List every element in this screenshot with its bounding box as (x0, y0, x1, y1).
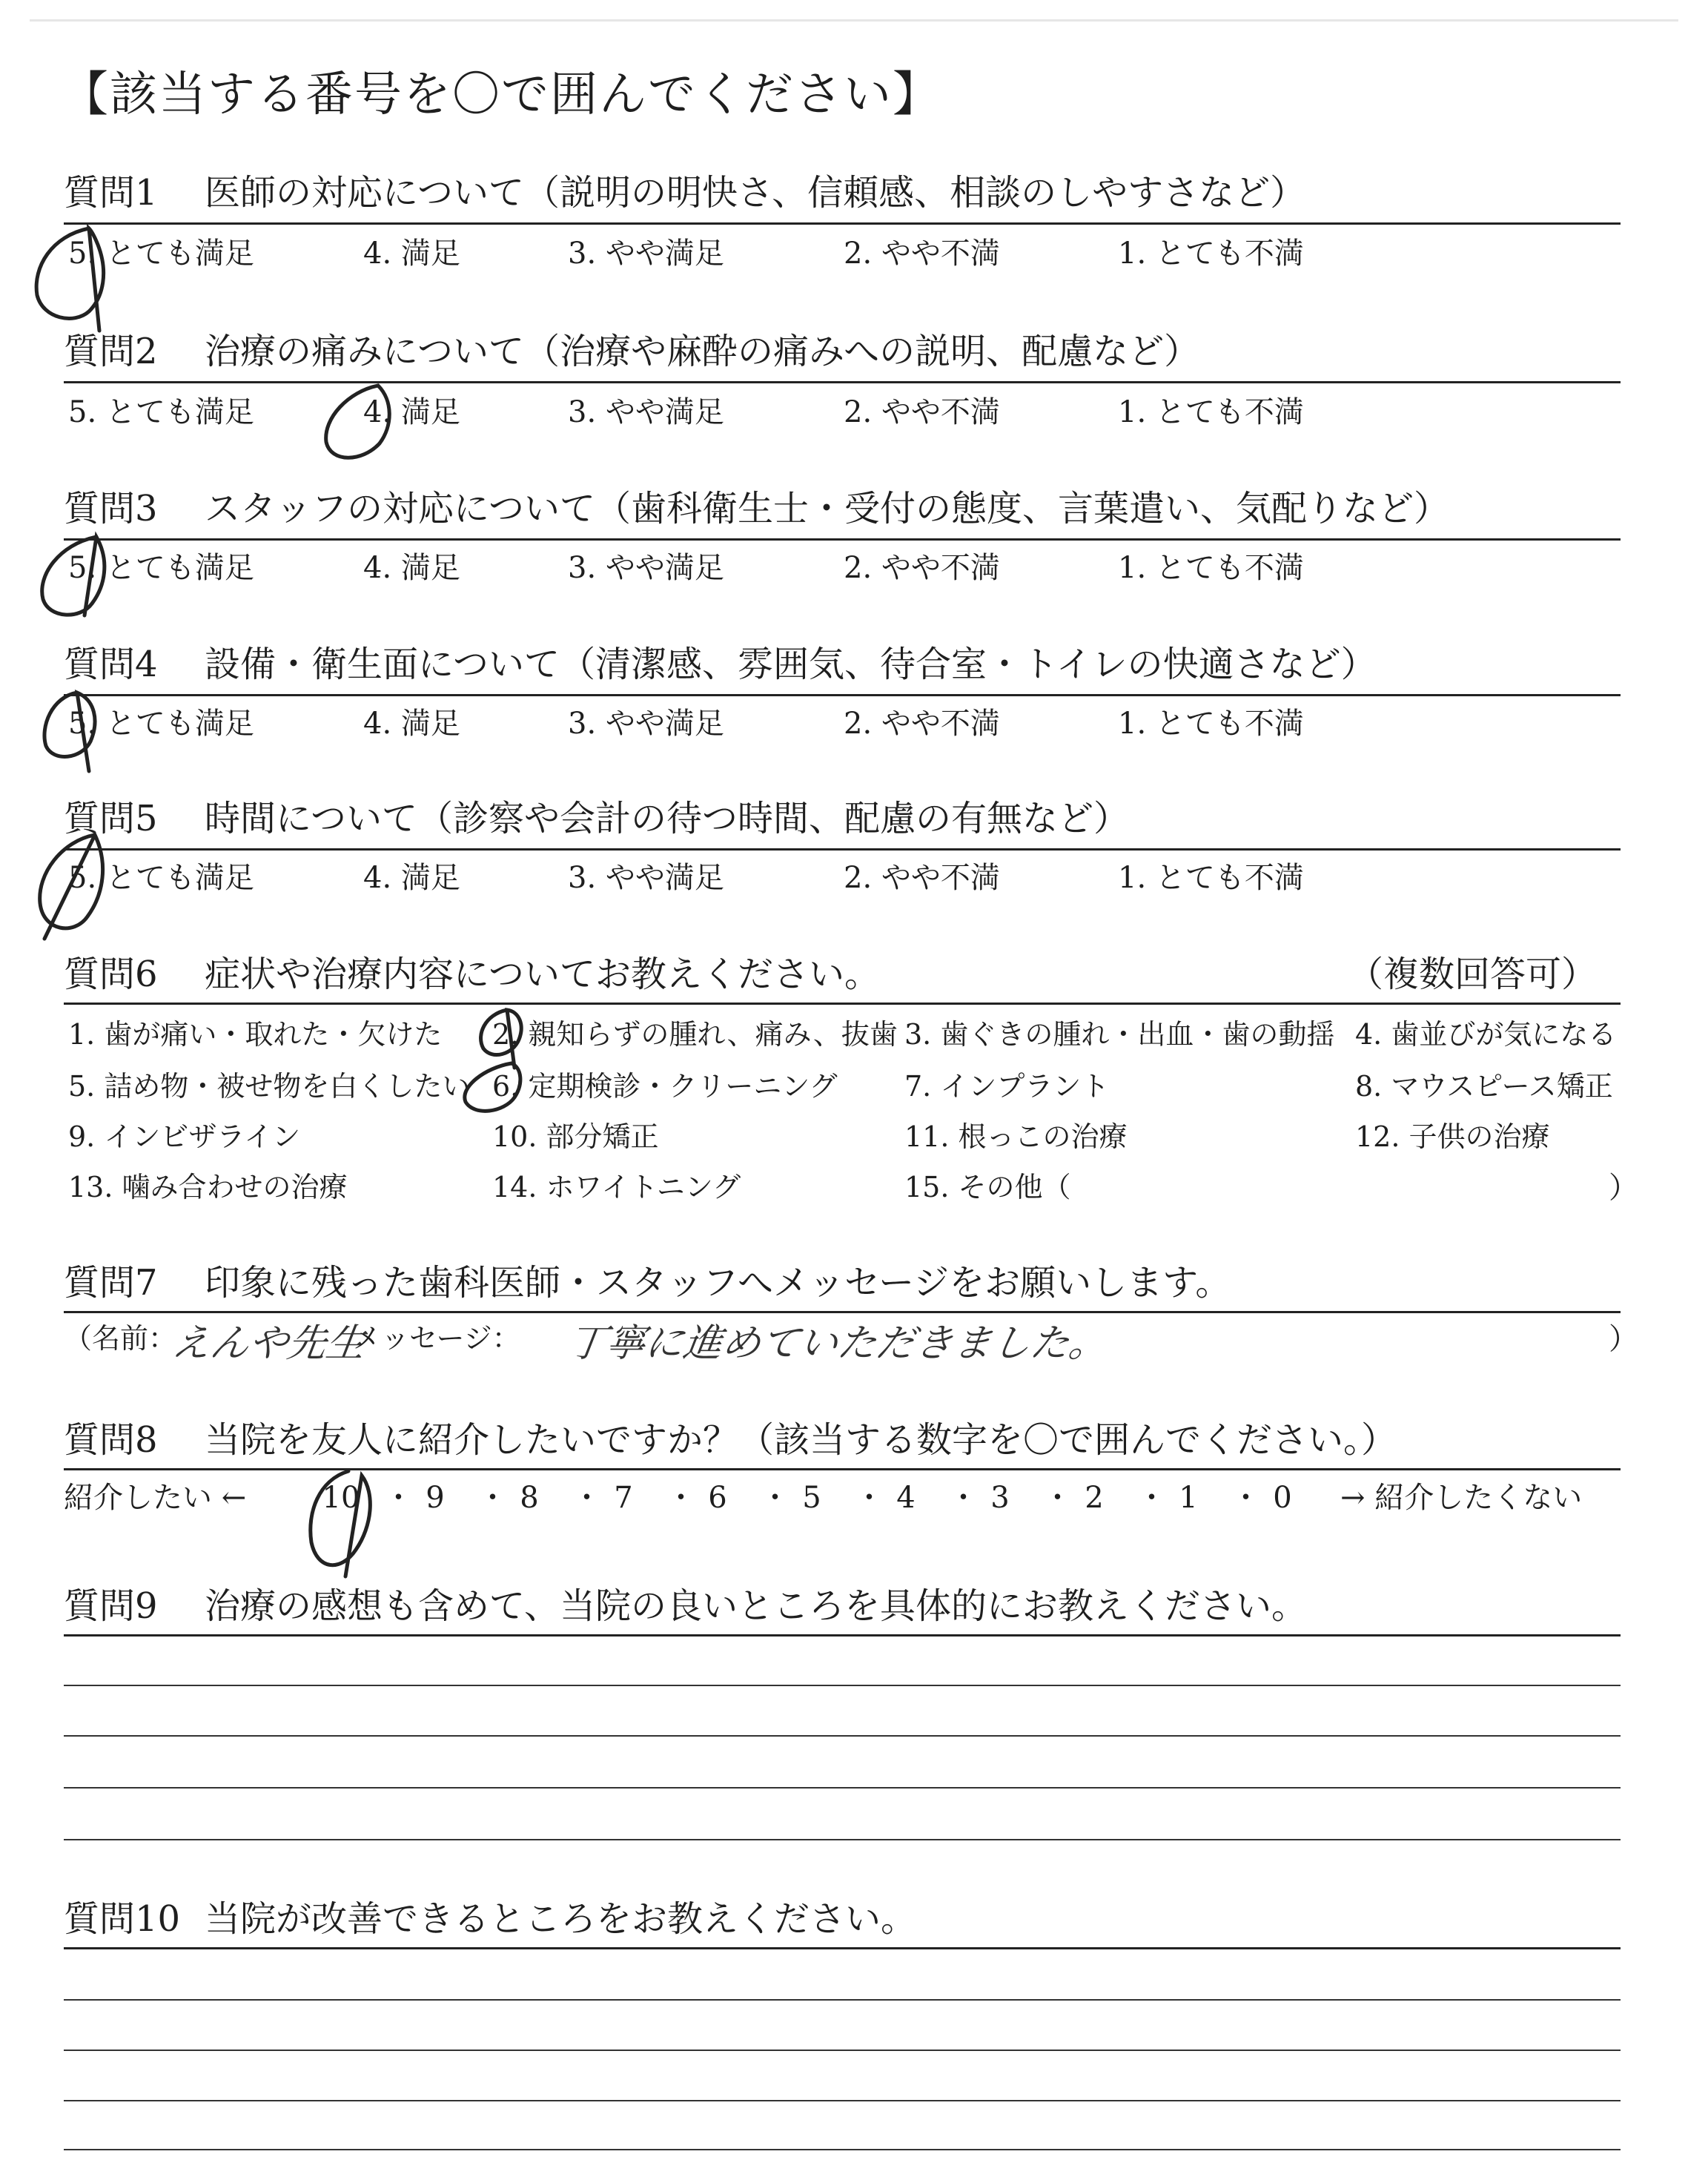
question-8 (64, 1419, 1397, 1461)
question-rule (64, 222, 1621, 225)
scale-option-4[interactable]: 4 (896, 1481, 916, 1515)
question-rule (64, 538, 1621, 541)
question-number: 質問9 (64, 1585, 158, 1627)
q6-option-1[interactable]: 1. 歯が痛い・取れた・欠けた (68, 1018, 443, 1051)
q5-option-4[interactable]: 4. 満足 (363, 861, 460, 895)
question-5 (64, 798, 1130, 839)
question-rule (64, 694, 1621, 696)
question-text: スタッフの対応について（歯科衛生士・受付の態度、言葉遣い、気配りなど） (205, 488, 1450, 529)
scale-option-6[interactable]: 6 (708, 1481, 727, 1515)
question-1 (64, 172, 1306, 214)
question-number: 質問2 (64, 331, 158, 372)
q3-option-1[interactable]: 1. とても不満 (1118, 551, 1304, 585)
scale-option-10[interactable]: 10 (322, 1481, 360, 1515)
scale-left-label: 紹介したい ← (64, 1481, 247, 1515)
question-text: 時間について（診察や会計の待つ時間、配慮の有無など） (205, 798, 1130, 839)
question-rule (64, 848, 1621, 851)
q6-option-6[interactable]: 6. 定期検診・クリーニング (492, 1070, 838, 1103)
q7-closing-paren: ） (1609, 1322, 1638, 1356)
question-number: 質問7 (64, 1262, 158, 1304)
q10-answer-line[interactable] (64, 2100, 1621, 2101)
q1-option-4[interactable]: 4. 満足 (363, 237, 460, 271)
scale-separator-dot: ・ (760, 1481, 790, 1515)
q3-option-4[interactable]: 4. 満足 (363, 551, 460, 585)
scale-separator-dot: ・ (1136, 1481, 1167, 1515)
question-rule (64, 1468, 1621, 1470)
scale-option-9[interactable]: 9 (426, 1481, 445, 1515)
q5-option-2[interactable]: 2. やや不満 (844, 861, 1000, 895)
question-3 (64, 488, 1450, 529)
q6-option-4[interactable]: 4. 歯並びが気になる (1355, 1018, 1617, 1051)
scale-separator-dot: ・ (948, 1481, 979, 1515)
question-text: 治療の痛みについて（治療や麻酔の痛みへの説明、配慮など） (205, 331, 1200, 372)
q10-answer-line[interactable] (64, 2149, 1621, 2150)
question-rule (64, 1003, 1621, 1005)
q6-option-3[interactable]: 3. 歯ぐきの腫れ・出血・歯の動揺 (904, 1018, 1335, 1051)
question-text: 医師の対応について（説明の明快さ、信頼感、相談のしやすさなど） (205, 172, 1306, 214)
question-9 (64, 1585, 1308, 1627)
q1-option-5[interactable]: 5. とても満足 (68, 237, 254, 271)
scale-option-1[interactable]: 1 (1179, 1481, 1198, 1515)
scale-option-2[interactable]: 2 (1085, 1481, 1104, 1515)
q6-option-2[interactable]: 2. 親知らずの腫れ、痛み、抜歯 (492, 1018, 898, 1051)
q6-other-closing-paren: ） (1609, 1171, 1638, 1205)
question-rule (64, 1634, 1621, 1636)
scale-option-3[interactable]: 3 (990, 1481, 1010, 1515)
q5-option-3[interactable]: 3. やや満足 (568, 861, 724, 895)
q6-option-14[interactable]: 14. ホワイトニング (492, 1171, 741, 1203)
q6-option-11[interactable]: 11. 根っこの治療 (904, 1120, 1128, 1153)
q4-option-5[interactable]: 5. とても満足 (68, 707, 254, 741)
question-number: 質問10 (64, 1898, 181, 1940)
q6-option-8[interactable]: 8. マウスピース矯正 (1355, 1070, 1613, 1103)
scale-option-0[interactable]: 0 (1273, 1481, 1292, 1515)
q3-option-3[interactable]: 3. やや満足 (568, 551, 724, 585)
q6-option-9[interactable]: 9. インビザライン (68, 1120, 301, 1153)
question-rule (64, 381, 1621, 383)
scale-separator-dot: ・ (477, 1481, 508, 1515)
q2-option-3[interactable]: 3. やや満足 (568, 395, 724, 429)
q1-option-1[interactable]: 1. とても不満 (1118, 237, 1304, 271)
q6-option-7[interactable]: 7. インプラント (904, 1070, 1110, 1103)
q6-option-5[interactable]: 5. 詰め物・被せ物を白くしたい (68, 1070, 471, 1103)
q9-answer-line[interactable] (64, 1735, 1621, 1737)
question-4 (64, 644, 1377, 685)
scale-option-7[interactable]: 7 (614, 1481, 633, 1515)
question-10 (64, 1898, 917, 1940)
q5-option-1[interactable]: 1. とても不満 (1118, 861, 1304, 895)
question-number: 質問8 (64, 1419, 158, 1461)
q4-option-1[interactable]: 1. とても不満 (1118, 707, 1304, 741)
scale-separator-dot: ・ (1231, 1481, 1261, 1515)
question-text: 当院が改善できるところをお教えください。 (205, 1898, 917, 1940)
scale-separator-dot: ・ (383, 1481, 414, 1515)
scale-separator-dot: ・ (854, 1481, 884, 1515)
q10-answer-line[interactable] (64, 2050, 1621, 2051)
question-text: 治療の感想も含めて、当院の良いところを具体的にお教えください。 (205, 1585, 1308, 1627)
scale-separator-dot: ・ (572, 1481, 602, 1515)
q2-option-5[interactable]: 5. とても満足 (68, 395, 254, 429)
q6-option-15[interactable]: 15. その他（ (904, 1171, 1071, 1203)
scale-separator-dot: ・ (666, 1481, 696, 1515)
scale-separator-dot: ・ (1042, 1481, 1073, 1515)
question-rule (64, 1311, 1621, 1313)
q7-name-handwritten[interactable]: えんや先生 (168, 1321, 368, 1366)
question-number: 質問6 (64, 954, 158, 995)
question-number: 質問4 (64, 644, 158, 685)
page-top-border (30, 19, 1678, 22)
q3-option-2[interactable]: 2. やや不満 (844, 551, 1000, 585)
page-title: 【該当する番号を〇で囲んでください】 (61, 67, 941, 122)
q9-answer-line[interactable] (64, 1839, 1621, 1840)
q9-answer-line[interactable] (64, 1685, 1621, 1686)
question-text: 当院を友人に紹介したいですか？（該当する数字を〇で囲んでください。） (205, 1419, 1397, 1461)
q5-option-5[interactable]: 5. とても満足 (68, 861, 254, 895)
q9-answer-line[interactable] (64, 1787, 1621, 1789)
question-number: 質問5 (64, 798, 158, 839)
question-2 (64, 331, 1200, 372)
q1-option-3[interactable]: 3. やや満足 (568, 237, 724, 271)
q1-option-2[interactable]: 2. やや不満 (844, 237, 1000, 271)
question-text: 症状や治療内容についてお教えください。 (205, 954, 881, 995)
q7-name-label: （名前： (64, 1322, 177, 1355)
q4-option-4[interactable]: 4. 満足 (363, 707, 460, 741)
q6-option-10[interactable]: 10. 部分矯正 (492, 1120, 659, 1153)
question-text: 印象に残った歯科医師・スタッフへメッセージをお願いします。 (205, 1262, 1231, 1304)
q10-answer-line[interactable] (64, 1999, 1621, 2001)
q6-option-12[interactable]: 12. 子供の治療 (1355, 1120, 1550, 1153)
scale-option-8[interactable]: 8 (520, 1481, 539, 1515)
q2-option-1[interactable]: 1. とても不満 (1118, 395, 1304, 429)
scale-right-label: → 紹介したくない (1340, 1481, 1583, 1515)
question-7 (64, 1262, 1231, 1304)
question-rule (64, 1947, 1621, 1949)
question-6 (64, 954, 881, 995)
question-number: 質問1 (64, 172, 158, 214)
q4-option-2[interactable]: 2. やや不満 (844, 707, 1000, 741)
q4-option-3[interactable]: 3. やや満足 (568, 707, 724, 741)
q7-message-handwritten[interactable]: 丁寧に進めていただきました。 (564, 1321, 1111, 1366)
q3-option-5[interactable]: 5. とても満足 (68, 551, 254, 585)
q7-message-label: メッセージ： (353, 1322, 520, 1355)
question-text: 設備・衛生面について（清潔感、雰囲気、待合室・トイレの快適さなど） (205, 644, 1377, 685)
question-number: 質問3 (64, 488, 158, 529)
multiple-answer-note: （複数回答可） (1347, 954, 1597, 995)
scale-option-5[interactable]: 5 (802, 1481, 821, 1515)
q2-option-2[interactable]: 2. やや不満 (844, 395, 1000, 429)
q2-option-4[interactable]: 4. 満足 (363, 395, 460, 429)
q6-option-13[interactable]: 13. 噛み合わせの治療 (68, 1171, 348, 1203)
